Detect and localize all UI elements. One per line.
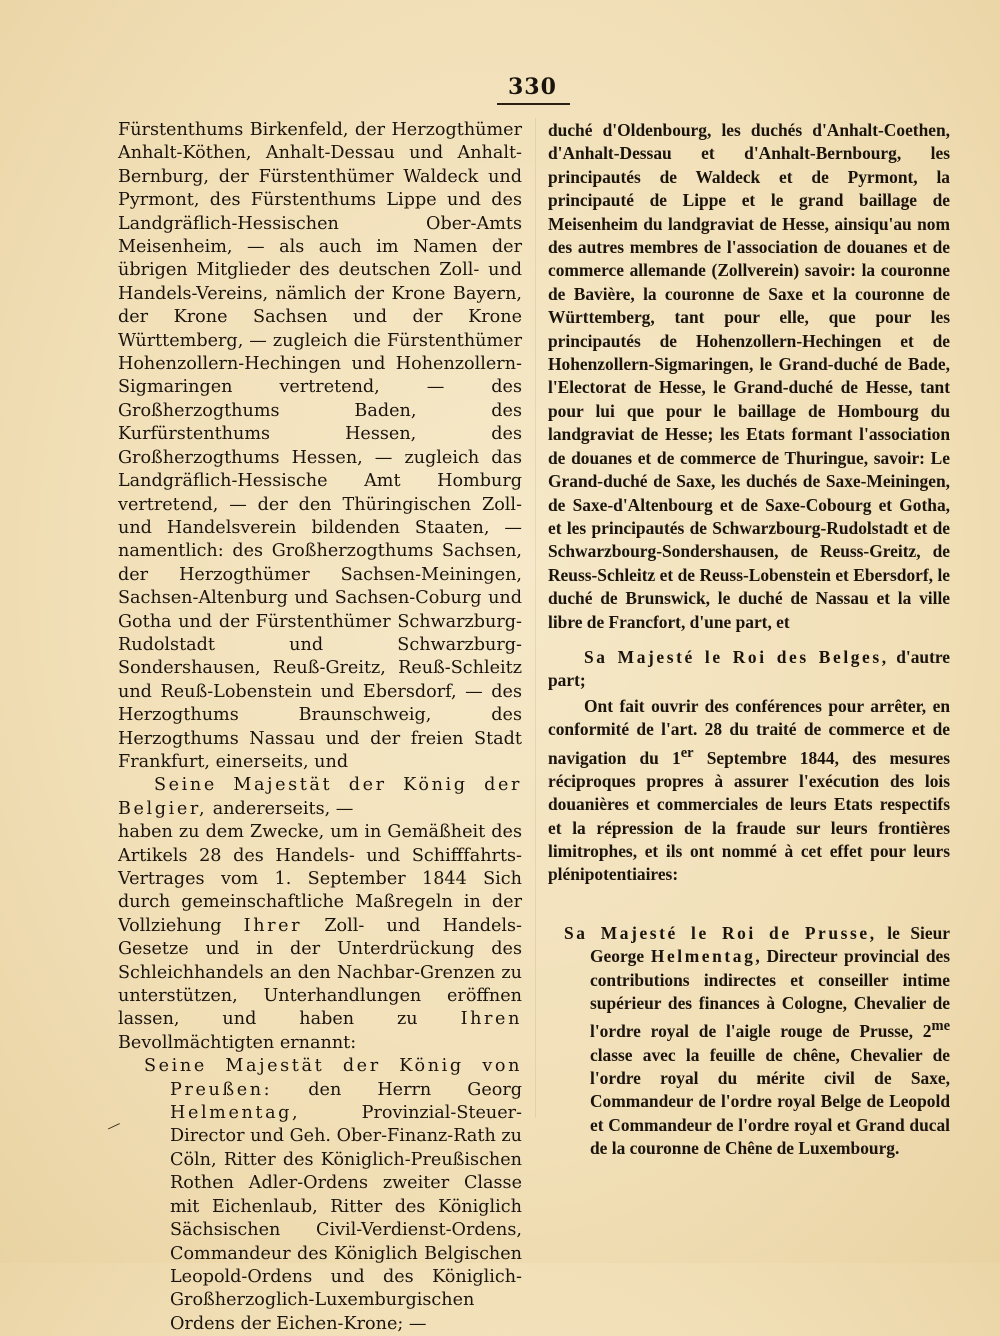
column-divider [535,118,536,1118]
french-p4-text-c: classe avec la feuille de chêne, Chevalier de l'ordre royal du mérite civil de Saxe, Commandeur de l'ordre royal Belge de Leopold et Commandeur de l'ordre royal et Grand ducal de la couronne de Chêne de Luxembourg. [590,1044,950,1159]
french-p4-superscript: me [931,1018,950,1035]
german-paragraph-4 [144,1055,522,1336]
german-p3-text-c: Bevollmächtigten ernannt: [118,1032,357,1053]
german-prussian-king-title: Seine Majestät der König von Preußen: [144,1056,522,1100]
french-p3-text-a: Ont fait ouvrir des conférences pour arrêter, en conformité de l'art. 28 du traité de commerce et de navigation du 1 [548,695,950,768]
german-p4-text-a: den Herrn Georg [272,1079,522,1100]
french-paragraph-2-rest: d'autre part; [548,646,950,691]
french-p3-text-b: Septembre 1844, des mesures réciproques propres à assurer l'exécution des lois douanières et commerciales de leurs Etats respectifs et la répression de la fraude sur leurs frontières limitrophes, et ils ont nommé à cet effet pour leurs plénipotentiaires: [548,747,950,885]
french-belgian-king-title: Sa Majesté le Roi des Belges, [584,646,889,667]
page-number: 330 [508,74,557,100]
german-p3-text-b: Zoll- und Handels-Gesetze und in der Unterdrückung des Schleichhandels an den Nachbar-Grenzen zu unterstützen, Unterhandlungen eröffnen lassen, und haben zu [118,915,523,1030]
german-paragraph-1: Fürstenthums Birkenfeld, der Herzogthümer Anhalt-Köthen, Anhalt-Dessau und Anhalt-Bernburg, der Fürstenthümer Waldeck und Pyrmont, des Fürstenthums Lippe und des Landgräflich-Hessischen Ober-Amts Meisenheim, — als auch im Namen der übrigen Mitglieder des deutschen Zoll- und Handels-Vereins, nämlich der Krone Bayern, der Krone Sachsen und der Krone Württemberg, — zugleich die Fürstenthümer Hohenzollern-Hechingen und Hohenzollern-Sigmaringen vertretend, — des Großherzogthums Baden, des Kurfürstenthums Hessen, des Großherzogthums Hessen, — zugleich das Landgräflich-Hessische Amt Homburg vertretend, — der den Thüringischen Zoll- und Handelsverein bildenden Staaten, — namentlich: des Großherzogthums Sachsen, der Herzogthümer Sachsen-Meiningen, Sachsen-Altenburg und Sachsen-Coburg und Gotha und der Fürstenthümer Schwarzburg-Rudolstadt und Schwarzburg-Sondershausen, Reuß-Greitz, Reuß-Schleitz und Reuß-Lobenstein und Ebersdorf, — des Herzogthums Braunschweig, des Herzogthums Nassau und der freien Stadt Frankfurt, einerseits, und [118,120,522,772]
german-paragraph-3 [118,821,522,1055]
french-column [548,119,950,1161]
german-p4-text-b: , Provinzial-Steuer-Director und Geh. Ober-Finanz-Rath zu Cöln, Ritter des Königlich-Preußischen Rothen Adler-Ordens zweiter Classe mit Eichenlaub, Ritter des Königlich Sächsischen Civil-Verdienst-Ordens, Commandeur des Königlich Belgischen Leopold-Ordens und des Königlich-Großherzoglich-Luxemburgischen Ordens der Eichen-Krone; — [170,1103,522,1334]
french-prussian-king-title: Sa Majesté le Roi de Prusse, [564,922,877,943]
german-helmentag-name: Helmentag [170,1103,293,1124]
french-paragraph-2 [548,646,950,693]
german-belgian-king-title: Seine Majestät der König der Belgier, [118,775,522,819]
german-column [118,119,522,1336]
french-paragraph-1: duché d'Oldenbourg, les duchés d'Anhalt-Coethen, d'Anhalt-Dessau et d'Anhalt-Bernbourg, les principautés de Waldeck et de Pyrmont, la principauté de Lippe et le grand baillage de Meisenheim du landgraviat de Hesse, ainsiqu'au nom des autres membres de l'association de douanes et de commerce allemande (Zollverein) savoir: la couronne de Bavière, la couronne de Saxe et la couronne de Württemberg, tant pour elle, que pour les principautés de Hohenzollern-Hechingen et de Hohenzollern-Sigmaringen, le Grand-duché de Bade, l'Electorat de Hesse, le Grand-duché de Hesse, tant pour lui que pour le baillage de Hombourg du landgraviat de Hesse; les Etats formant l'association de douanes et de commerce de Thuringue, savoir: Le Grand-duché de Saxe, les duchés de Saxe-Meiningen, de Saxe-d'Altenbourg et de Saxe-Cobourg et Gotha, et les principautés de Schwarzbourg-Rudolstadt et de Schwarzbourg-Sondershausen, de Reuss-Greitz, de Reuss-Schleitz et de Reuss-Lobenstein et Ebersdorf, le duché de Brunswick, le duché de Nassau et la ville libre de Francfort, d'une part, et [548,120,950,632]
page-number-rule [497,103,570,105]
french-paragraph-4 [548,922,950,1161]
stray-ink-mark: — [101,1114,127,1138]
french-helmentag-name: Helmentag [650,946,756,967]
french-p4-text-b: , Directeur provincial des contributions indirectes et conseiller intime supérieur des finances à Cologne, Chevalier de l'ordre royal de l'aigle rouge de Prusse, 2 [590,946,950,1042]
german-paragraph-2-rest: andererseits, — [207,798,354,819]
german-p3-ihren: Ihren [460,1009,522,1030]
german-p3-ihrer: Ihrer [243,915,303,936]
german-p3-text-a: haben zu dem Zwecke, um in Gemäßheit des Artikels 28 des Handels- und Schifffahrts-Vertrages vom 1. September 1844 Sich durch gemeinschaftliche Maßregeln in der Vollziehung [118,822,522,936]
german-paragraph-2 [118,774,522,821]
french-p4-text-a: le Sieur George [590,922,950,967]
french-paragraph-3 [548,695,950,887]
french-p3-superscript: er [680,744,694,761]
